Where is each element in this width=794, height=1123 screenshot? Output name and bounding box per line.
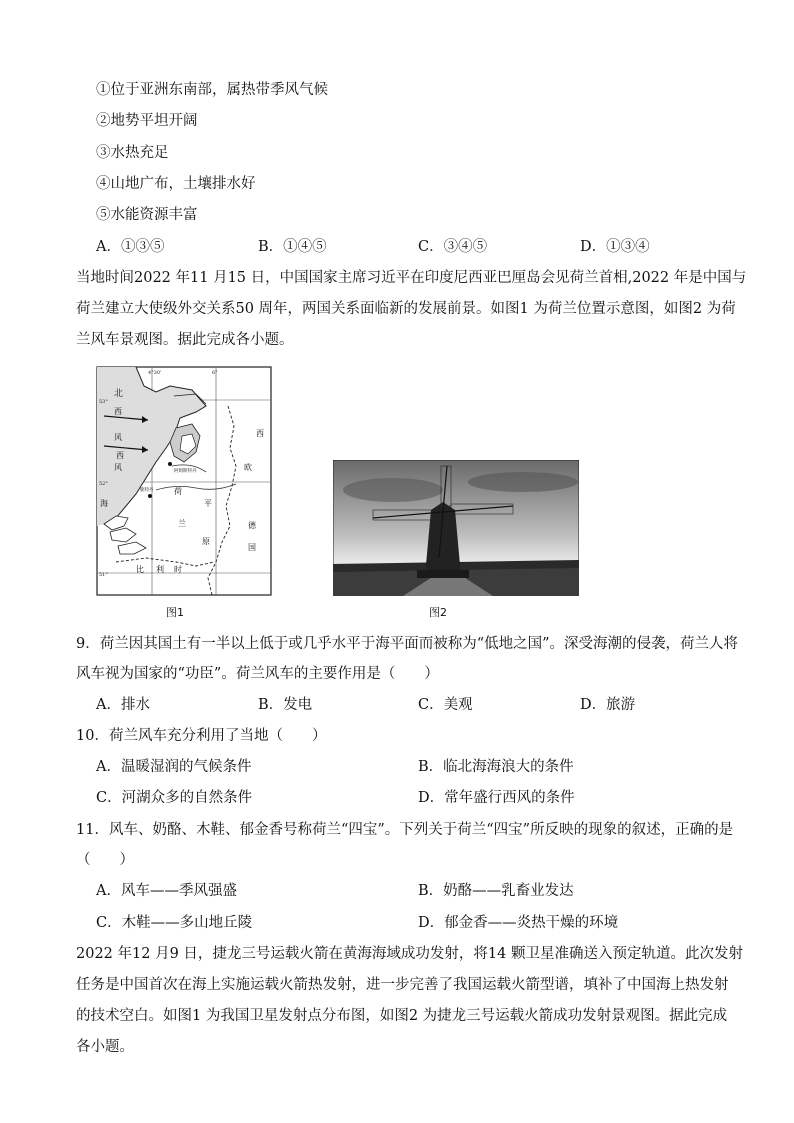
lat-mid-label: 52° [99, 481, 108, 487]
q10-option-b: B．临北海海浪大的条件 [418, 759, 574, 775]
q10-option-d: D．常年盛行西风的条件 [418, 790, 575, 806]
intro2-line-1: 2022 年12 月9 日，捷龙三号运载火箭在黄海海域成功发射，将14 颗卫星准确送入预定轨道。此次发射 [76, 946, 743, 962]
label-de: 德 [248, 521, 256, 530]
prev-item-1: ①位于亚洲东南部，属热带季风气候 [96, 82, 328, 98]
q11-option-b: B．奶酪——乳畜业发达 [418, 883, 574, 899]
label-lan: 兰 [178, 519, 186, 528]
lat-bottom-label: 51° [99, 572, 108, 578]
prev-option-b: B．①④⑤ [258, 239, 327, 255]
prev-option-c: C．③④⑤ [418, 239, 488, 255]
label-ping: 平 [204, 499, 212, 508]
q9-option-a: A．排水 [96, 697, 150, 713]
netherlands-map-figure [96, 366, 272, 596]
label-north: 北 [114, 389, 124, 399]
windmill-photo [333, 460, 579, 596]
label-he: 荷 [174, 487, 182, 496]
prev-item-4: ④山地广布，土壤排水好 [96, 176, 256, 192]
q9-option-c: C．美观 [418, 697, 473, 713]
label-guo: 国 [248, 543, 256, 552]
netherlands-map [96, 366, 272, 596]
lon-right-label: 6° [212, 370, 218, 376]
intro1-line-3: 兰风车景观图。据此完成各小题。 [76, 332, 294, 348]
prev-option-a: A．①③⑤ [96, 239, 165, 255]
q11-option-d: D．郁金香——炎热干燥的环境 [418, 915, 619, 931]
label-west-1: 西 [114, 407, 122, 416]
rotterdam-dot [148, 494, 152, 498]
label-west-2: 西 [116, 451, 124, 460]
q11-line-2: （ ） [76, 852, 134, 868]
windmill-photo-graphic [333, 460, 579, 596]
label-yuan: 原 [202, 537, 210, 546]
prev-option-d: D．①③④ [580, 239, 650, 255]
label-ou: 欧 [244, 463, 252, 472]
q11-option-c: C．木鞋——多山地丘陵 [96, 915, 253, 931]
q9-line-1: 9．荷兰因其国土有一半以上低于或几乎水平于海平面而被称为“低地之国”。深受海潮的侵袭，荷兰人将 [76, 636, 739, 652]
prev-item-2: ②地势平坦开阔 [96, 113, 198, 129]
q10-stem: 10．荷兰风车充分利用了当地（ ） [76, 728, 327, 744]
figure2-caption: 图2 [429, 606, 447, 619]
lat-top-label: 53° [99, 399, 108, 405]
q9-option-d: D．旅游 [580, 697, 636, 713]
label-li: 利 [156, 565, 164, 574]
intro1-line-1: 当地时间2022 年11 月15 日，中国国家主席习近平在印度尼西亚巴厘岛会见荷兰首相,2022 年是中国与 [76, 270, 747, 286]
prev-item-5: ⑤水能资源丰富 [96, 207, 198, 223]
q10-option-a: A．温暖湿润的气候条件 [96, 759, 252, 775]
prev-item-3: ③水热充足 [96, 145, 169, 161]
label-rotterdam: 鹿特丹 [140, 488, 154, 493]
label-xi: 西 [256, 429, 264, 438]
figure1-caption: 图1 [166, 606, 184, 619]
label-bi: 比 [136, 565, 144, 574]
label-shi: 时 [174, 565, 182, 574]
intro2-line-4: 各小题。 [76, 1039, 134, 1055]
q11-option-a: A．风车——季风强盛 [96, 883, 237, 899]
label-amsterdam: 阿姆斯特丹 [174, 469, 197, 474]
label-wind-2: 风 [114, 463, 122, 472]
label-wind-1: 风 [114, 433, 122, 442]
q10-option-c: C．河湖众多的自然条件 [96, 790, 253, 806]
label-sea: 海 [100, 499, 108, 508]
intro2-line-2: 任务是中国首次在海上实施运载火箭热发射，进一步完善了我国运载火箭型谱，填补了中国海上热发射 [76, 977, 729, 993]
q11-line-1: 11．风车、奶酪、木鞋、郁金香号称荷兰“四宝”。下列关于荷兰“四宝”所反映的现象的叙述，正确的是 [76, 822, 734, 838]
q9-option-b: B．发电 [258, 697, 313, 713]
intro2-line-3: 的技术空白。如图1 为我国卫星发射点分布图，如图2 为捷龙三号运载火箭成功发射景观图。据此完成 [76, 1008, 728, 1024]
lon-left-label: 4°30' [148, 370, 162, 376]
intro1-line-2: 荷兰建立大使级外交关系50 周年，两国关系面临新的发展前景。如图1 为荷兰位置示意图，如图2 为荷 [76, 301, 736, 317]
amsterdam-dot [168, 462, 172, 466]
q9-line-2: 风车视为国家的“功臣”。荷兰风车的主要作用是（ ） [76, 666, 439, 682]
